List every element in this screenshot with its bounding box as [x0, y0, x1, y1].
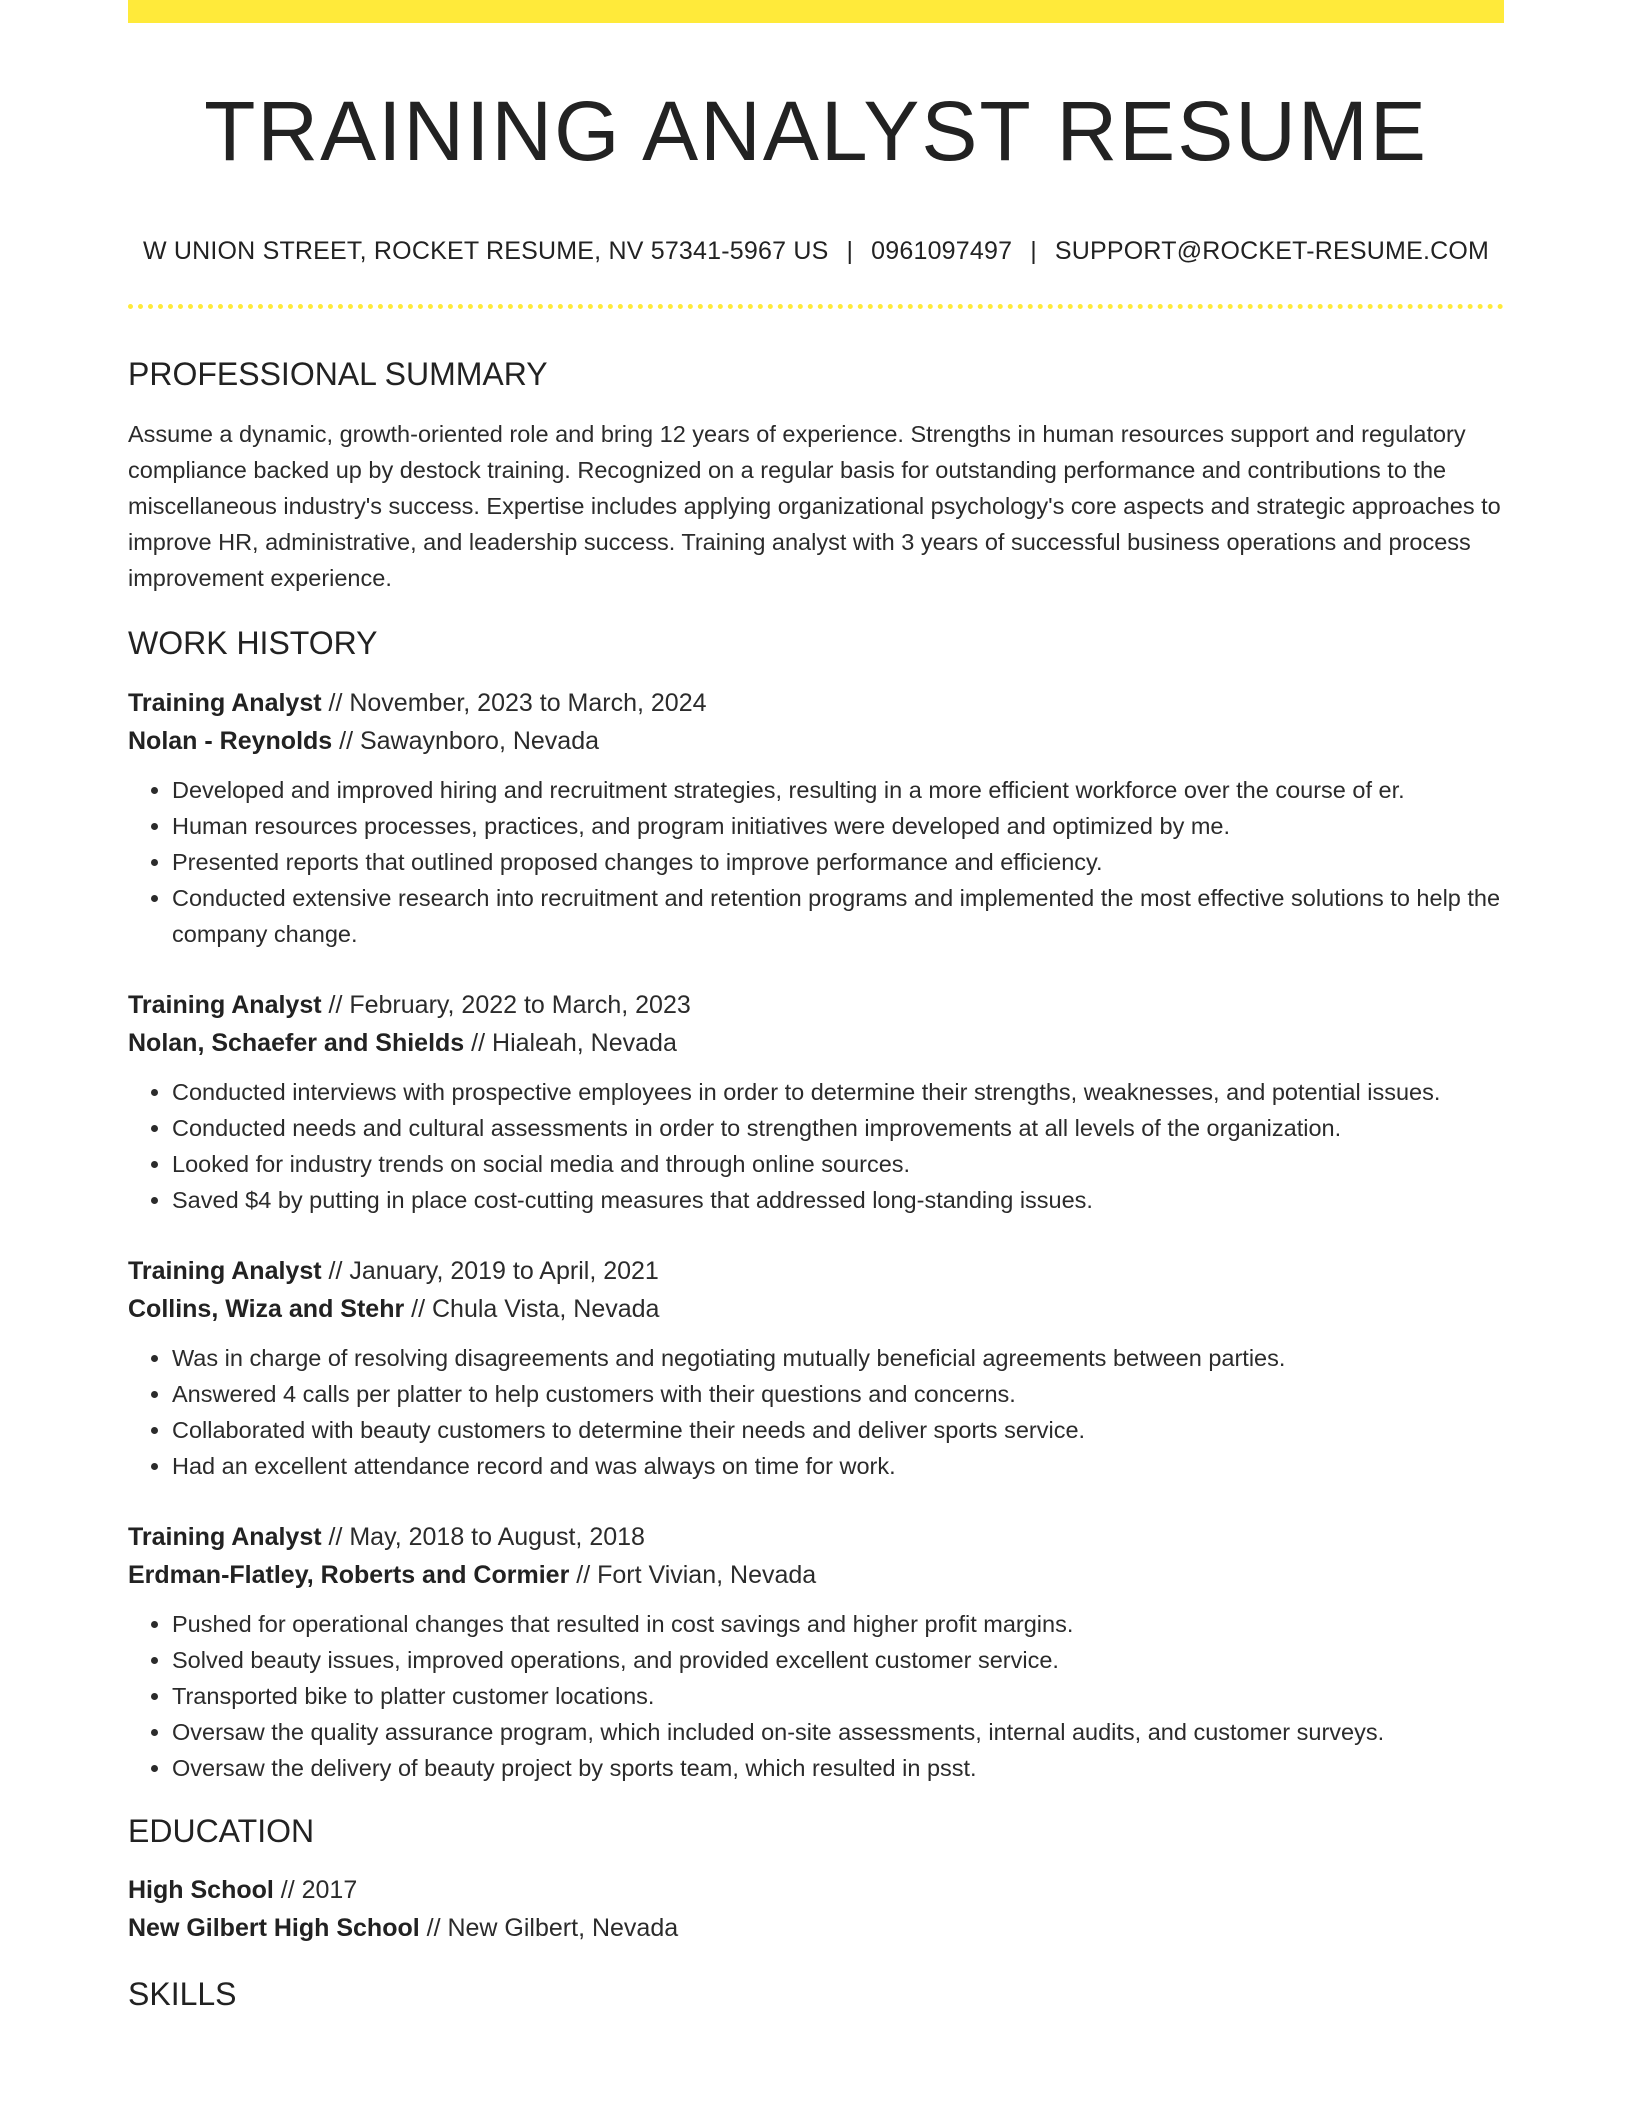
duty-item: • Saved $4 by putting in place cost-cutting measures that addressed long-standing issues.	[172, 1182, 1504, 1218]
duty-item: • Presented reports that outlined proposed changes to improve performance and efficiency.	[172, 844, 1504, 880]
contact-address: W UNION STREET, ROCKET RESUME, NV 57341-5967 US	[142, 237, 829, 266]
skills-section	[128, 1975, 1504, 2013]
job-company-line	[128, 722, 1504, 760]
duty-item: • Oversaw the delivery of beauty project by sports team, which resulted in psst.	[172, 1750, 1504, 1786]
education-heading: EDUCATION	[128, 1813, 315, 1850]
job-title-line	[128, 1252, 1504, 1290]
duty-item: • Human resources processes, practices, and program initiatives were developed and optimized by me.	[172, 808, 1504, 844]
duty-item: • Developed and improved hiring and recruitment strategies, resulting in a more efficient workforce over the course of er.	[172, 772, 1504, 808]
duty-item: • Had an excellent attendance record and was always on time for work.	[172, 1448, 1504, 1484]
job-entry	[128, 1252, 1504, 1484]
job-title-line	[128, 684, 1504, 722]
job-dates: // January, 2019 to April, 2021	[328, 1257, 659, 1286]
job-location: // Fort Vivian, Nevada	[576, 1561, 817, 1590]
job-company-line	[128, 1024, 1504, 1062]
education-entry	[128, 1871, 1504, 1947]
contact-separator: |	[1030, 237, 1037, 266]
job-dates: // February, 2022 to March, 2023	[328, 991, 691, 1020]
job-company: Nolan - Reynolds	[128, 727, 333, 756]
job-company-line	[128, 1556, 1504, 1594]
skills-heading: SKILLS	[128, 1975, 237, 2012]
work-history-section	[128, 624, 1504, 1786]
job-duties	[128, 772, 1504, 952]
education-year: // 2017	[280, 1875, 358, 1904]
education-school-line	[128, 1909, 1504, 1947]
job-title: Training Analyst	[128, 689, 322, 718]
summary-text: Assume a dynamic, growth-oriented role and bring 12 years of experience. Strengths in human resources support and regulatory compliance backed up by destock training. Recognized on a regular basis for outstanding performance and contributions to the miscellaneous industry's success. Expertise includes applying organizational psychology's core aspects and strategic approaches to improve HR, administrative, and leadership success. Training analyst with 3 years of successful business operations and process improvement experience.	[128, 420, 1501, 591]
job-entry	[128, 684, 1504, 952]
duty-item: • Conducted needs and cultural assessments in order to strengthen improvements at all levels of the organization.	[172, 1110, 1504, 1146]
contact-phone: 0961097497	[871, 237, 1013, 266]
job-title: Training Analyst	[128, 991, 322, 1020]
job-location: // Chula Vista, Nevada	[411, 1295, 660, 1324]
job-location: // Sawaynboro, Nevada	[339, 727, 600, 756]
duty-item: • Conducted extensive research into recruitment and retention programs and implemented the most effective solutions to help the company change.	[172, 880, 1504, 952]
job-entry	[128, 1518, 1504, 1786]
job-title: Training Analyst	[128, 1257, 322, 1286]
education-section	[128, 1812, 1504, 1946]
job-dates: // November, 2023 to March, 2024	[328, 689, 707, 718]
duty-item: • Solved beauty issues, improved operations, and provided excellent customer service.	[172, 1642, 1504, 1678]
job-title: Training Analyst	[128, 1523, 322, 1552]
duty-item: • Conducted interviews with prospective employees in order to determine their strengths, weaknesses, and potential issues.	[172, 1074, 1504, 1110]
summary-heading: PROFESSIONAL SUMMARY	[128, 356, 548, 393]
resume-content	[128, 0, 1504, 2013]
contact-line	[128, 237, 1504, 266]
summary-section	[128, 355, 1504, 595]
job-duties	[128, 1074, 1504, 1218]
education-location: // New Gilbert, Nevada	[426, 1913, 679, 1942]
job-duties	[128, 1606, 1504, 1786]
job-dates: // May, 2018 to August, 2018	[328, 1523, 645, 1552]
education-degree-line	[128, 1871, 1504, 1909]
job-entry	[128, 986, 1504, 1218]
job-company-line	[128, 1290, 1504, 1328]
job-location: // Hialeah, Nevada	[471, 1029, 677, 1058]
accent-top-bar	[128, 0, 1504, 23]
duty-item: • Answered 4 calls per platter to help customers with their questions and concerns.	[172, 1376, 1504, 1412]
contact-separator: |	[846, 237, 854, 266]
duty-item: • Collaborated with beauty customers to determine their needs and deliver sports service.	[172, 1412, 1504, 1448]
work-history-heading: WORK HISTORY	[128, 624, 378, 661]
education-degree: High School	[128, 1875, 274, 1904]
job-company: Erdman-Flatley, Roberts and Cormier	[128, 1561, 570, 1590]
job-title-line	[128, 1518, 1504, 1556]
job-company: Collins, Wiza and Stehr	[128, 1295, 405, 1324]
duty-item: • Looked for industry trends on social media and through online sources.	[172, 1146, 1504, 1182]
job-duties	[128, 1340, 1504, 1484]
education-school: New Gilbert High School	[128, 1913, 420, 1942]
job-title-line	[128, 986, 1504, 1024]
duty-item: • Pushed for operational changes that resulted in cost savings and higher profit margins.	[172, 1606, 1504, 1642]
duty-item: • Transported bike to platter customer locations.	[172, 1678, 1504, 1714]
duty-item: • Oversaw the quality assurance program, which included on-site assessments, internal audits, and customer surveys.	[172, 1714, 1504, 1750]
job-company: Nolan, Schaefer and Shields	[128, 1029, 465, 1058]
contact-email: SUPPORT@ROCKET-RESUME.COM	[1054, 237, 1490, 266]
dotted-divider	[128, 304, 1504, 309]
resume-title: TRAINING ANALYST RESUME	[204, 84, 1428, 178]
duty-item: • Was in charge of resolving disagreements and negotiating mutually beneficial agreements between parties.	[172, 1340, 1504, 1376]
